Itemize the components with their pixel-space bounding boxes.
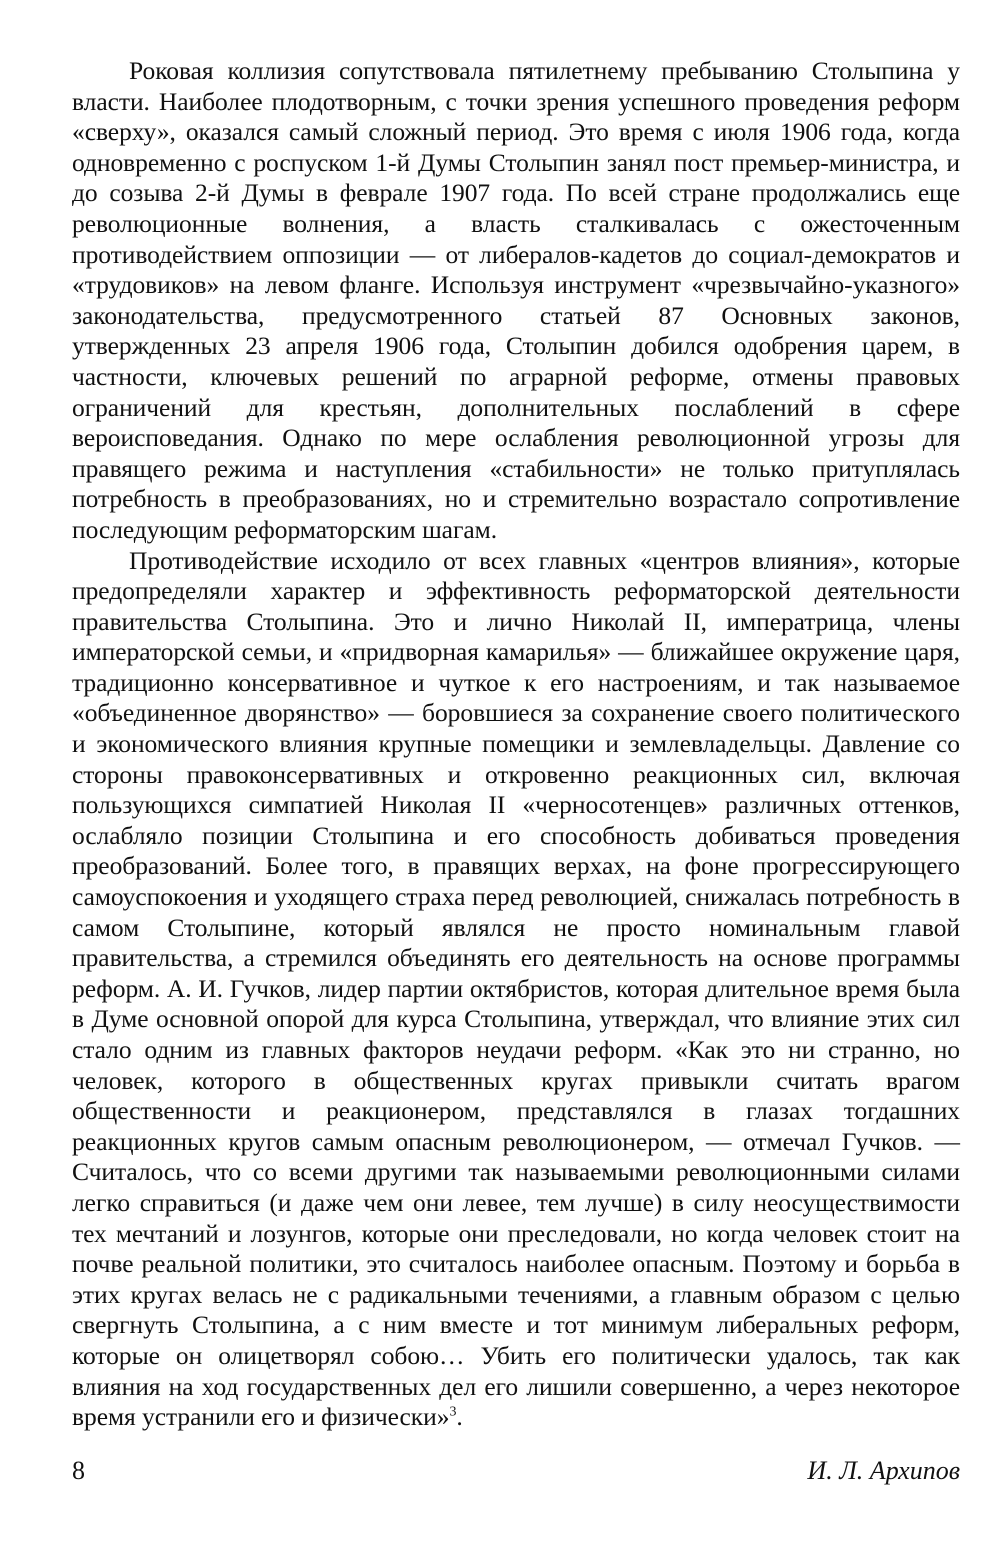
footnote-reference[interactable]: 3 — [449, 1404, 457, 1420]
paragraph-1-text: Роковая коллизия сопутствовала пятилетнему пребыванию Столыпина у власти. Наиболее плодотворным, с точки зрения успешного проведения реформ «сверху», оказался самый сложный период. Это время с июля 1906 года, когда одновременно с роспуском 1-й Думы Столыпин занял пост премьер-министра, и до созыва 2-й Думы в феврале 1907 года. По всей стране продолжались еще революционные волнения, а власть сталкивалась с ожесточенным противодействием оппозиции — от либералов-кадетов до социал-демократов и «трудовиков» на левом фланге. Используя инструмент «чрезвычайно-указного» законодательства, предусмотренного статьей 87 Основных законов, утвержденных 23 апреля 1906 года, Столыпин добился одобрения царем, в частности, ключевых решений по аграрной реформе, отмены правовых ограничений для крестьян, дополнительных послаблений в сфере вероисповедания. Однако по мере ослабления революционной угрозы для правящего режима и наступления «стабильности» не только притуплялась потребность в преобразованиях, но и стремительно возрастало сопротивление последующим реформаторским шагам. — [72, 56, 960, 544]
paragraph-2-text: Противодействие исходило от всех главных «центров влияния», которые предопределяли характер и эффективность реформаторской деятельности правительства Столыпина. Это и лично Николай II, императрица, члены императорской семьи, и «придворная камарилья» — ближайшее окружение царя, традиционно консервативное и чуткое к его настроениям, и так называемое «объединенное дворянство» — боровшиеся за сохранение своего политического и экономического влияния крупные помещики и землевладельцы. Давление со стороны правоконсервативных и откровенно реакционных сил, включая пользующихся симпатией Николая II «черносотенцев» различных оттенков, ослабляло позиции Столыпина и его способность добиваться проведения преобразований. Более того, в правящих верхах, на фоне прогрессирующего самоуспокоения и уходящего страха перед революцией, снижалась потребность в самом Столыпине, который являлся не просто номинальным главой правительства, а стремился объединять его деятельность на основе программы реформ. А. И. Гучков, лидер партии октябристов, которая длительное время была в Думе основной опорой для курса Столыпина, утверждал, что влияние этих сил стало одним из главных факторов неудачи реформ. «Как это ни странно, но человек, которого в общественных кругах привыкли считать врагом общественности и реакционером, представлялся в глазах тогдашних реакционных кругов самым опасным революционером, — отмечал Гучков. — Считалось, что со всеми другими так называемыми революционными силами легко справиться (и даже чем они левее, тем лучше) в силу неосуществимости тех мечтаний и лозунгов, которые они преследовали, но когда человек стоит на почве реальной политики, это считалось наиболее опасным. Поэтому и борьба в этих кругах велась не с радикальными течениями, а главным образом с целью свергнуть Столыпина, а с ним вместе и тот минимум либеральных реформ, которые он олицетворял собою… Убить его политически удалось, так как влияния на ход государственных дел его лишили совершенно, а через некоторое время устранили его и физически» — [72, 545, 960, 1432]
page-footer — [72, 1456, 960, 1492]
running-author: И. Л. Архипов — [807, 1456, 960, 1485]
page-number: 8 — [72, 1456, 85, 1485]
paragraph-2-end: . — [456, 1402, 463, 1432]
paragraph-1 — [72, 56, 960, 546]
paragraph-2 — [72, 546, 960, 1433]
page-body — [72, 56, 960, 1433]
